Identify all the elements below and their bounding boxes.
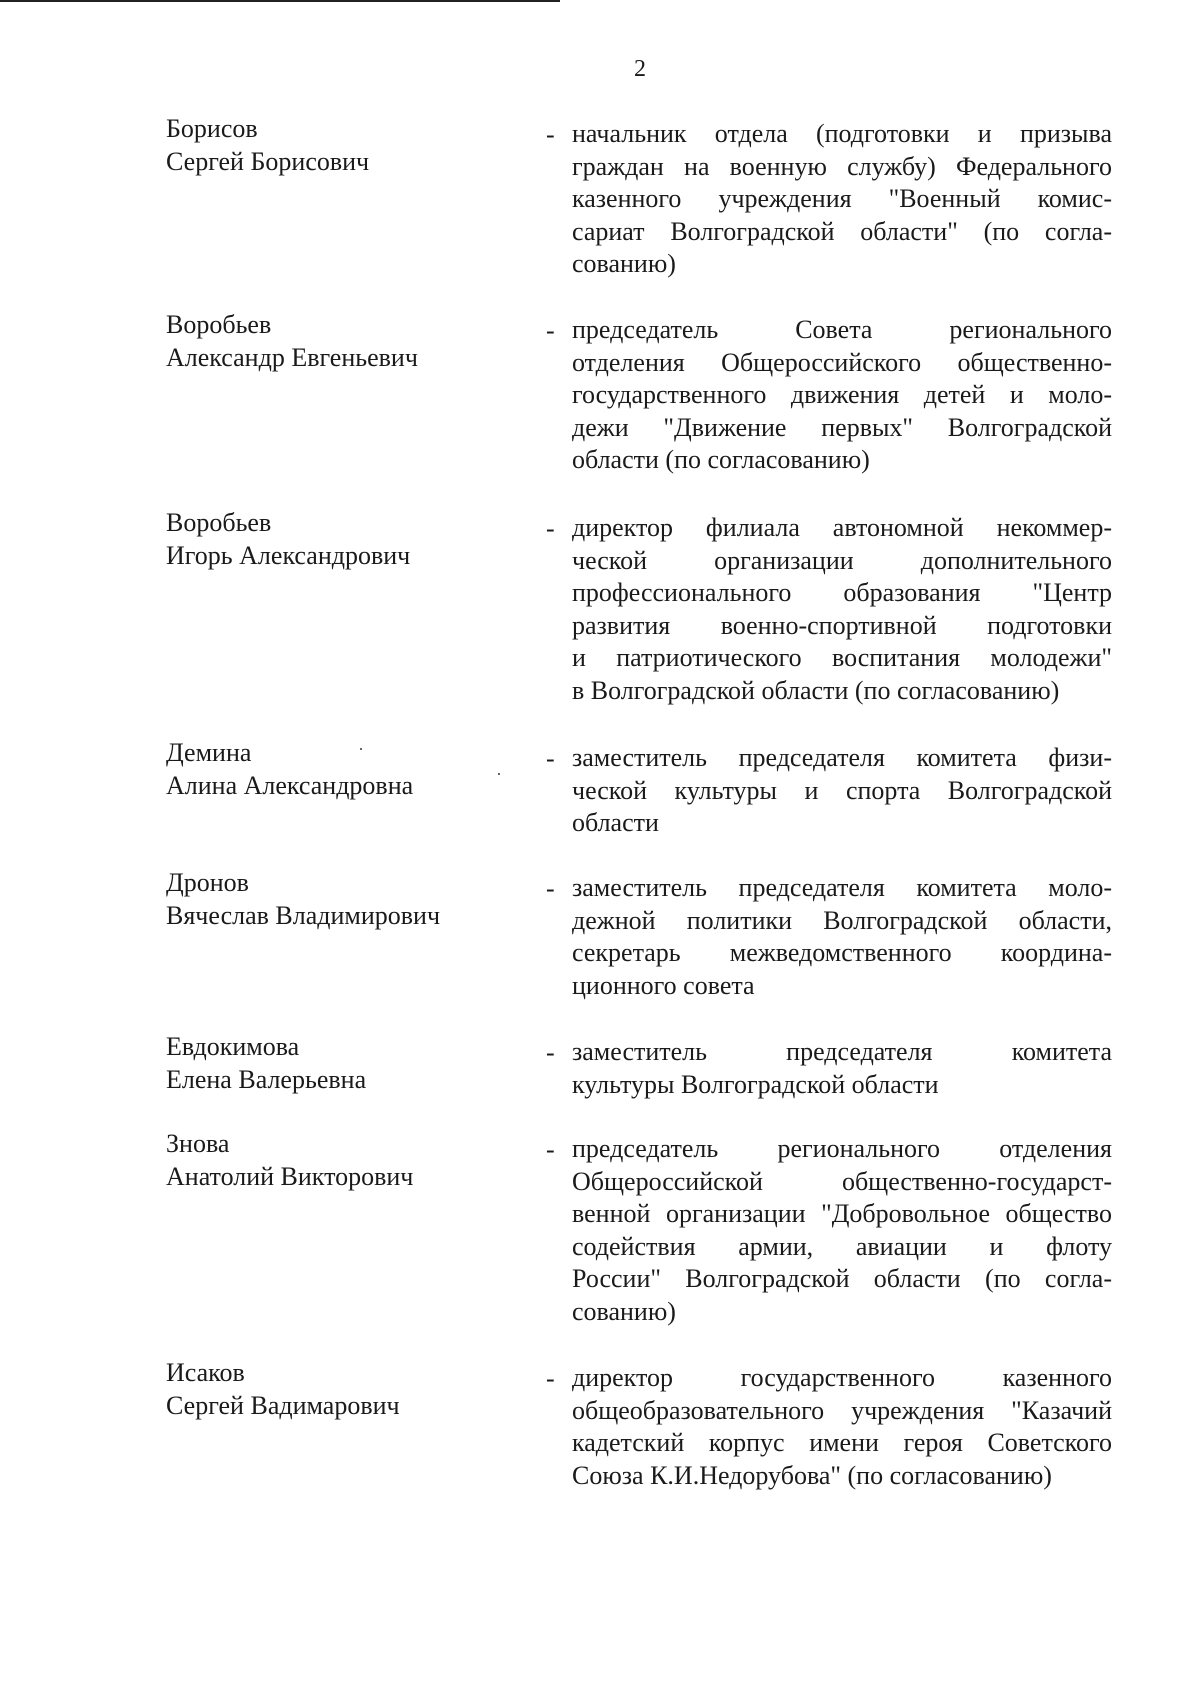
member-surname: Дронов — [166, 868, 249, 897]
member-surname: Знова — [166, 1129, 230, 1158]
position-line: Союза К.И.Недорубова" (по согласованию) — [572, 1460, 1052, 1490]
dash-separator: - — [546, 744, 555, 773]
position-line: государственного движения детей и моло- — [572, 380, 1112, 409]
member-name — [166, 112, 546, 178]
position-line: культуры Волгоградской области — [572, 1069, 939, 1099]
position-line: сариат Волгоградской области" (по согла- — [572, 216, 1112, 246]
scan-speck — [360, 748, 362, 750]
member-given-names: Анатолий Викторович — [166, 1162, 414, 1191]
position-line: казенного учреждения "Военный комис- — [572, 184, 1112, 213]
position-line: в Волгоградской области (по согласованию) — [572, 675, 1060, 705]
position-line: ческой культуры и спорта Волгоградской — [572, 775, 1112, 805]
position-line: области — [572, 808, 659, 837]
position-line: заместитель председателя комитета моло- — [572, 873, 1112, 902]
member-given-names: Алина Александровна — [166, 771, 414, 800]
position-line: России" Волгоградской области (по согла- — [572, 1264, 1112, 1293]
position-line: профессионального образования "Центр — [572, 578, 1112, 607]
position-line: отделения Общероссийского общественно- — [572, 347, 1112, 377]
position-line: и патриотического воспитания молодежи" — [572, 643, 1112, 672]
dash-separator: - — [546, 1038, 555, 1067]
dash-separator: - — [546, 874, 555, 903]
scan-speck — [498, 773, 500, 775]
top-rule — [0, 0, 560, 2]
position-line: ческой организации дополнительного — [572, 545, 1112, 575]
member-name — [166, 736, 546, 802]
member-name — [166, 1030, 546, 1096]
dash-separator: - — [546, 1135, 555, 1164]
dash-separator: - — [546, 120, 555, 149]
member-position — [572, 872, 1112, 1002]
member-surname: Исаков — [166, 1358, 245, 1387]
member-name — [166, 866, 546, 932]
dash-separator: - — [546, 1364, 555, 1393]
position-line: дежной политики Волгоградской области, — [572, 905, 1112, 935]
position-line: директор филиала автономной некоммер- — [572, 513, 1112, 542]
member-name — [166, 506, 546, 572]
position-line: дежи "Движение первых" Волгоградской — [572, 412, 1112, 442]
position-line: Общероссийской общественно-государст- — [572, 1166, 1112, 1196]
member-name — [166, 1356, 546, 1422]
position-line: председатель регионального отделения — [572, 1134, 1112, 1163]
position-line: содействия армии, авиации и флоту — [572, 1231, 1112, 1261]
position-line: председатель Совета регионального — [572, 315, 1112, 344]
member-position — [572, 512, 1112, 707]
member-surname: Воробьев — [166, 508, 272, 537]
position-line: развития военно-спортивной подготовки — [572, 610, 1112, 640]
member-position — [572, 118, 1112, 281]
position-line: кадетский корпус имени героя Советского — [572, 1428, 1112, 1457]
position-line: ционного совета — [572, 970, 755, 1000]
member-position — [572, 1036, 1112, 1101]
dash-separator: - — [546, 514, 555, 543]
position-line: заместитель председателя комитета физи- — [572, 743, 1112, 772]
member-given-names: Игорь Александрович — [166, 541, 411, 570]
member-given-names: Елена Валерьевна — [166, 1065, 367, 1094]
position-line: заместитель председателя комитета — [572, 1037, 1112, 1066]
member-position — [572, 1133, 1112, 1328]
position-line: венной организации "Добровольное общество — [572, 1199, 1112, 1228]
position-line: граждан на военную службу) Федерального — [572, 151, 1112, 181]
member-given-names: Сергей Вадимарович — [166, 1391, 400, 1420]
member-given-names: Сергей Борисович — [166, 147, 370, 176]
position-line: общеобразовательного учреждения "Казачий — [572, 1395, 1112, 1425]
member-surname: Евдокимова — [166, 1032, 300, 1061]
position-line: секретарь межведомственного координа- — [572, 938, 1112, 967]
member-position — [572, 742, 1112, 840]
member-surname: Борисов — [166, 114, 258, 143]
member-surname: Воробьев — [166, 310, 272, 339]
position-line: сованию) — [572, 249, 676, 278]
member-name — [166, 308, 546, 374]
position-line: области (по согласованию) — [572, 445, 870, 474]
member-position — [572, 1362, 1112, 1492]
member-position — [572, 314, 1112, 477]
member-name — [166, 1127, 546, 1193]
dash-separator: - — [546, 316, 555, 345]
page-number: 2 — [634, 56, 646, 82]
position-line: директор государственного казенного — [572, 1363, 1112, 1392]
member-surname: Демина — [166, 738, 252, 767]
position-line: начальник отдела (подготовки и призыва — [572, 119, 1112, 148]
position-line: сованию) — [572, 1296, 676, 1326]
member-given-names: Александр Евгеньевич — [166, 343, 418, 372]
member-given-names: Вячеслав Владимирович — [166, 901, 441, 930]
